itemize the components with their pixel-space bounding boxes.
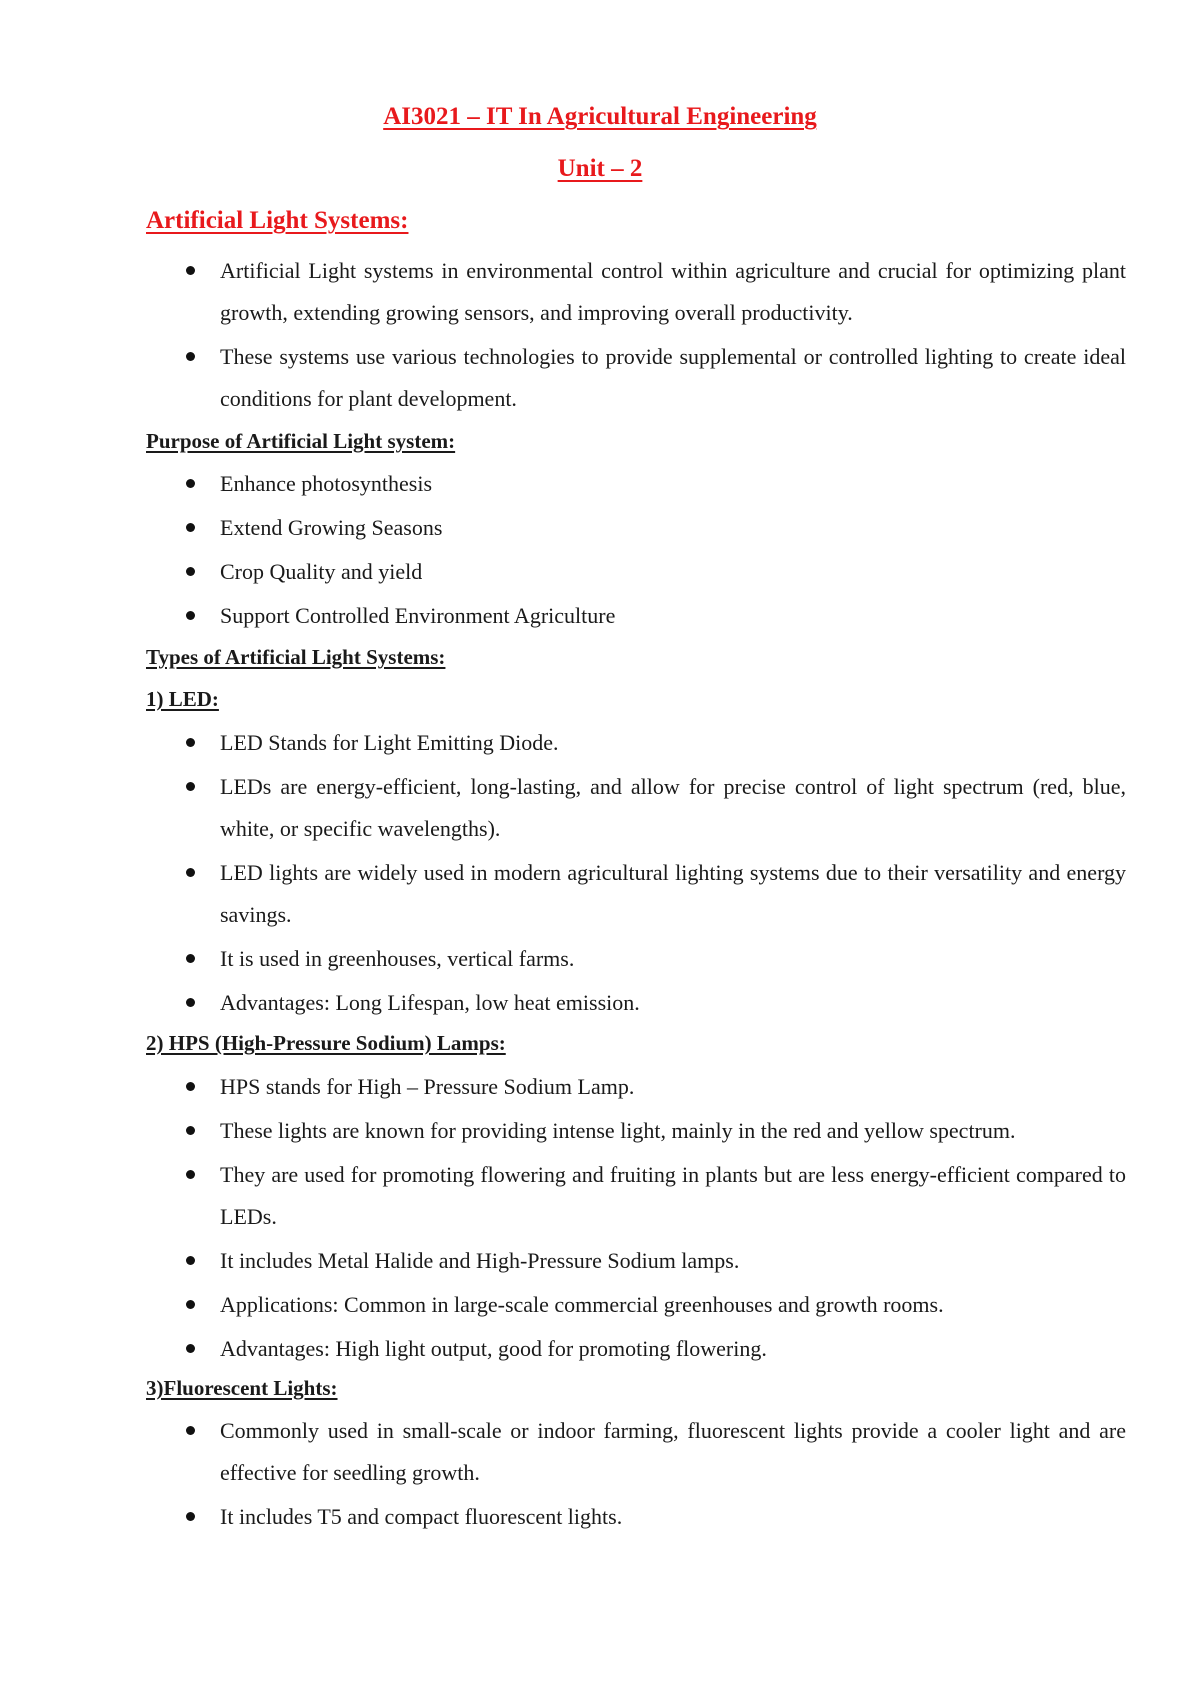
list-item-text: Crop Quality and yield — [220, 559, 423, 584]
list-item-text: Applications: Common in large-scale commercial greenhouses and growth rooms. — [220, 1292, 944, 1317]
led-heading: 1) LED: — [146, 687, 219, 711]
list-item — [180, 1328, 1126, 1370]
bullet-icon — [186, 1344, 195, 1353]
list-item — [180, 1410, 1126, 1494]
list-item-text: It includes Metal Halide and High-Pressure Sodium lamps. — [220, 1248, 740, 1273]
purpose-bullet-list — [180, 463, 1126, 639]
list-item-text: HPS stands for High – Pressure Sodium Lamp. — [220, 1074, 635, 1099]
list-item — [180, 507, 1126, 549]
bullet-icon — [186, 1512, 195, 1521]
bullet-icon — [186, 1256, 195, 1265]
list-item — [180, 766, 1126, 850]
list-item-text: Advantages: High light output, good for promoting flowering. — [220, 1336, 767, 1361]
list-item — [180, 463, 1126, 505]
list-item-text: Support Controlled Environment Agriculture — [220, 603, 616, 628]
bullet-icon — [186, 954, 195, 963]
list-item — [180, 852, 1126, 936]
list-item-text: Artificial Light systems in environmental control within agriculture and crucial for optimizing plant growth, extending growing sensors, and improving overall productivity. — [220, 258, 1126, 325]
hps-heading: 2) HPS (High-Pressure Sodium) Lamps: — [146, 1031, 506, 1055]
bullet-icon — [186, 1300, 195, 1309]
list-item-text: It is used in greenhouses, vertical farms. — [220, 946, 575, 971]
bullet-icon — [186, 523, 195, 532]
list-item — [180, 1240, 1126, 1282]
list-item — [180, 250, 1126, 334]
list-item — [180, 1110, 1126, 1152]
list-item-text: It includes T5 and compact fluorescent lights. — [220, 1504, 623, 1529]
list-item — [180, 938, 1126, 980]
list-item-text: LED Stands for Light Emitting Diode. — [220, 730, 559, 755]
list-item-text: Advantages: Long Lifespan, low heat emission. — [220, 990, 640, 1015]
led-bullet-list — [180, 722, 1126, 1026]
list-item — [180, 551, 1126, 593]
bullet-icon — [186, 1126, 195, 1135]
bullet-icon — [186, 998, 195, 1007]
hps-bullet-list — [180, 1066, 1126, 1372]
list-item-text: Enhance photosynthesis — [220, 471, 433, 496]
list-item — [180, 982, 1126, 1024]
purpose-heading: Purpose of Artificial Light system: — [146, 429, 456, 453]
fluorescent-bullet-list — [180, 1410, 1126, 1540]
bullet-icon — [186, 1170, 195, 1179]
list-item — [180, 595, 1126, 637]
list-item-text: LED lights are widely used in modern agricultural lighting systems due to their versatility and energy savings. — [220, 860, 1126, 927]
list-item — [180, 336, 1126, 420]
list-item — [180, 1496, 1126, 1538]
bullet-icon — [186, 1082, 195, 1091]
types-heading: Types of Artificial Light Systems: — [146, 645, 446, 669]
document-title: AI3021 – IT In Agricultural Engineering — [383, 103, 817, 130]
list-item — [180, 1066, 1126, 1108]
list-item-text: Commonly used in small-scale or indoor farming, fluorescent lights provide a cooler light and are effective for seedling growth. — [220, 1418, 1126, 1485]
intro-bullet-list — [180, 250, 1126, 422]
list-item — [180, 1284, 1126, 1326]
bullet-icon — [186, 266, 195, 275]
list-item — [180, 722, 1126, 764]
bullet-icon — [186, 352, 195, 361]
list-item-text: They are used for promoting flowering and fruiting in plants but are less energy-efficient compared to LEDs. — [220, 1162, 1126, 1229]
fluorescent-heading: 3)Fluorescent Lights: — [146, 1376, 338, 1400]
section-heading-artificial-light: Artificial Light Systems: — [146, 207, 409, 234]
bullet-icon — [186, 611, 195, 620]
bullet-icon — [186, 868, 195, 877]
list-item-text: These lights are known for providing intense light, mainly in the red and yellow spectrum. — [220, 1118, 1016, 1143]
unit-title: Unit – 2 — [557, 155, 643, 182]
list-item-text: Extend Growing Seasons — [220, 515, 443, 540]
list-item — [180, 1154, 1126, 1238]
list-item-text: LEDs are energy-efficient, long-lasting, and allow for precise control of light spectrum (red, blue, white, or specific wavelengths). — [220, 774, 1126, 841]
bullet-icon — [186, 782, 195, 791]
bullet-icon — [186, 567, 195, 576]
bullet-icon — [186, 479, 195, 488]
bullet-icon — [186, 1426, 195, 1435]
list-item-text: These systems use various technologies to provide supplemental or controlled lighting to create ideal conditions for plant development. — [220, 344, 1126, 411]
bullet-icon — [186, 738, 195, 747]
